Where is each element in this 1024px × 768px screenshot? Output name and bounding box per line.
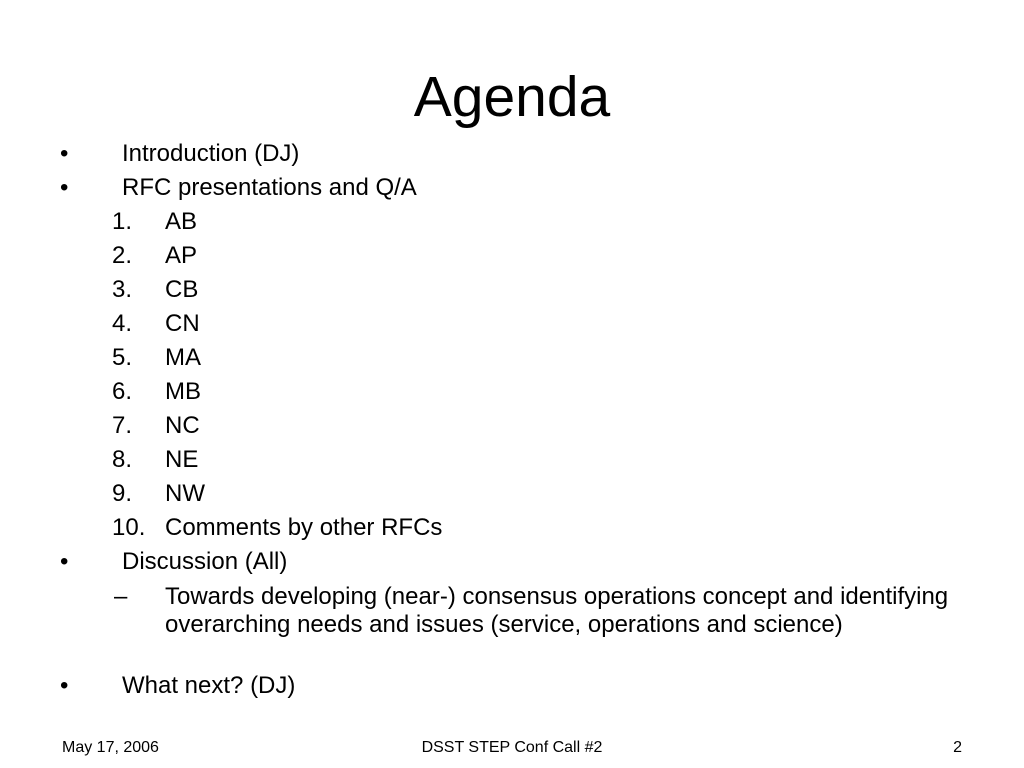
agenda-item-text: RFC presentations and Q/A — [122, 174, 417, 201]
rfc-label: CB — [165, 276, 199, 303]
number-marker: 5. — [112, 344, 133, 371]
number-marker: 3. — [112, 276, 133, 303]
number-marker: 6. — [112, 378, 133, 405]
rfc-label: NW — [165, 480, 205, 507]
page-number: 2 — [953, 739, 962, 756]
rfc-label: MB — [165, 378, 201, 405]
number-marker: 10. — [112, 514, 146, 541]
rfc-label: CN — [165, 310, 200, 337]
number-marker: 4. — [112, 310, 133, 337]
number-marker: 8. — [112, 446, 133, 473]
number-marker: 2. — [112, 242, 133, 269]
number-marker: 9. — [112, 480, 133, 507]
agenda-item-text: Introduction (DJ) — [122, 140, 300, 167]
bullet-marker: • — [60, 548, 69, 575]
agenda-item-text: Discussion (All) — [122, 548, 288, 575]
subitem-text: Towards developing (near-) consensus operations concept and identifying overarching needs and issues (service, operations and science) — [165, 583, 949, 638]
number-marker: 7. — [112, 412, 133, 439]
slide-title: Agenda — [413, 65, 611, 129]
rfc-label: NC — [165, 412, 200, 439]
footer-title: DSST STEP Conf Call #2 — [421, 739, 603, 756]
dash-marker: – — [114, 583, 128, 610]
rfc-label: MA — [165, 344, 201, 371]
bullet-marker: • — [60, 140, 69, 167]
rfc-label: NE — [165, 446, 199, 473]
number-marker: 1. — [112, 208, 133, 235]
rfc-label: Comments by other RFCs — [165, 514, 443, 541]
agenda-item-text: What next? (DJ) — [122, 672, 296, 699]
rfc-label: AB — [165, 208, 198, 235]
bullet-marker: • — [60, 174, 69, 201]
bullet-marker: • — [60, 672, 69, 699]
rfc-label: AP — [165, 242, 198, 269]
footer-date: May 17, 2006 — [62, 739, 159, 756]
